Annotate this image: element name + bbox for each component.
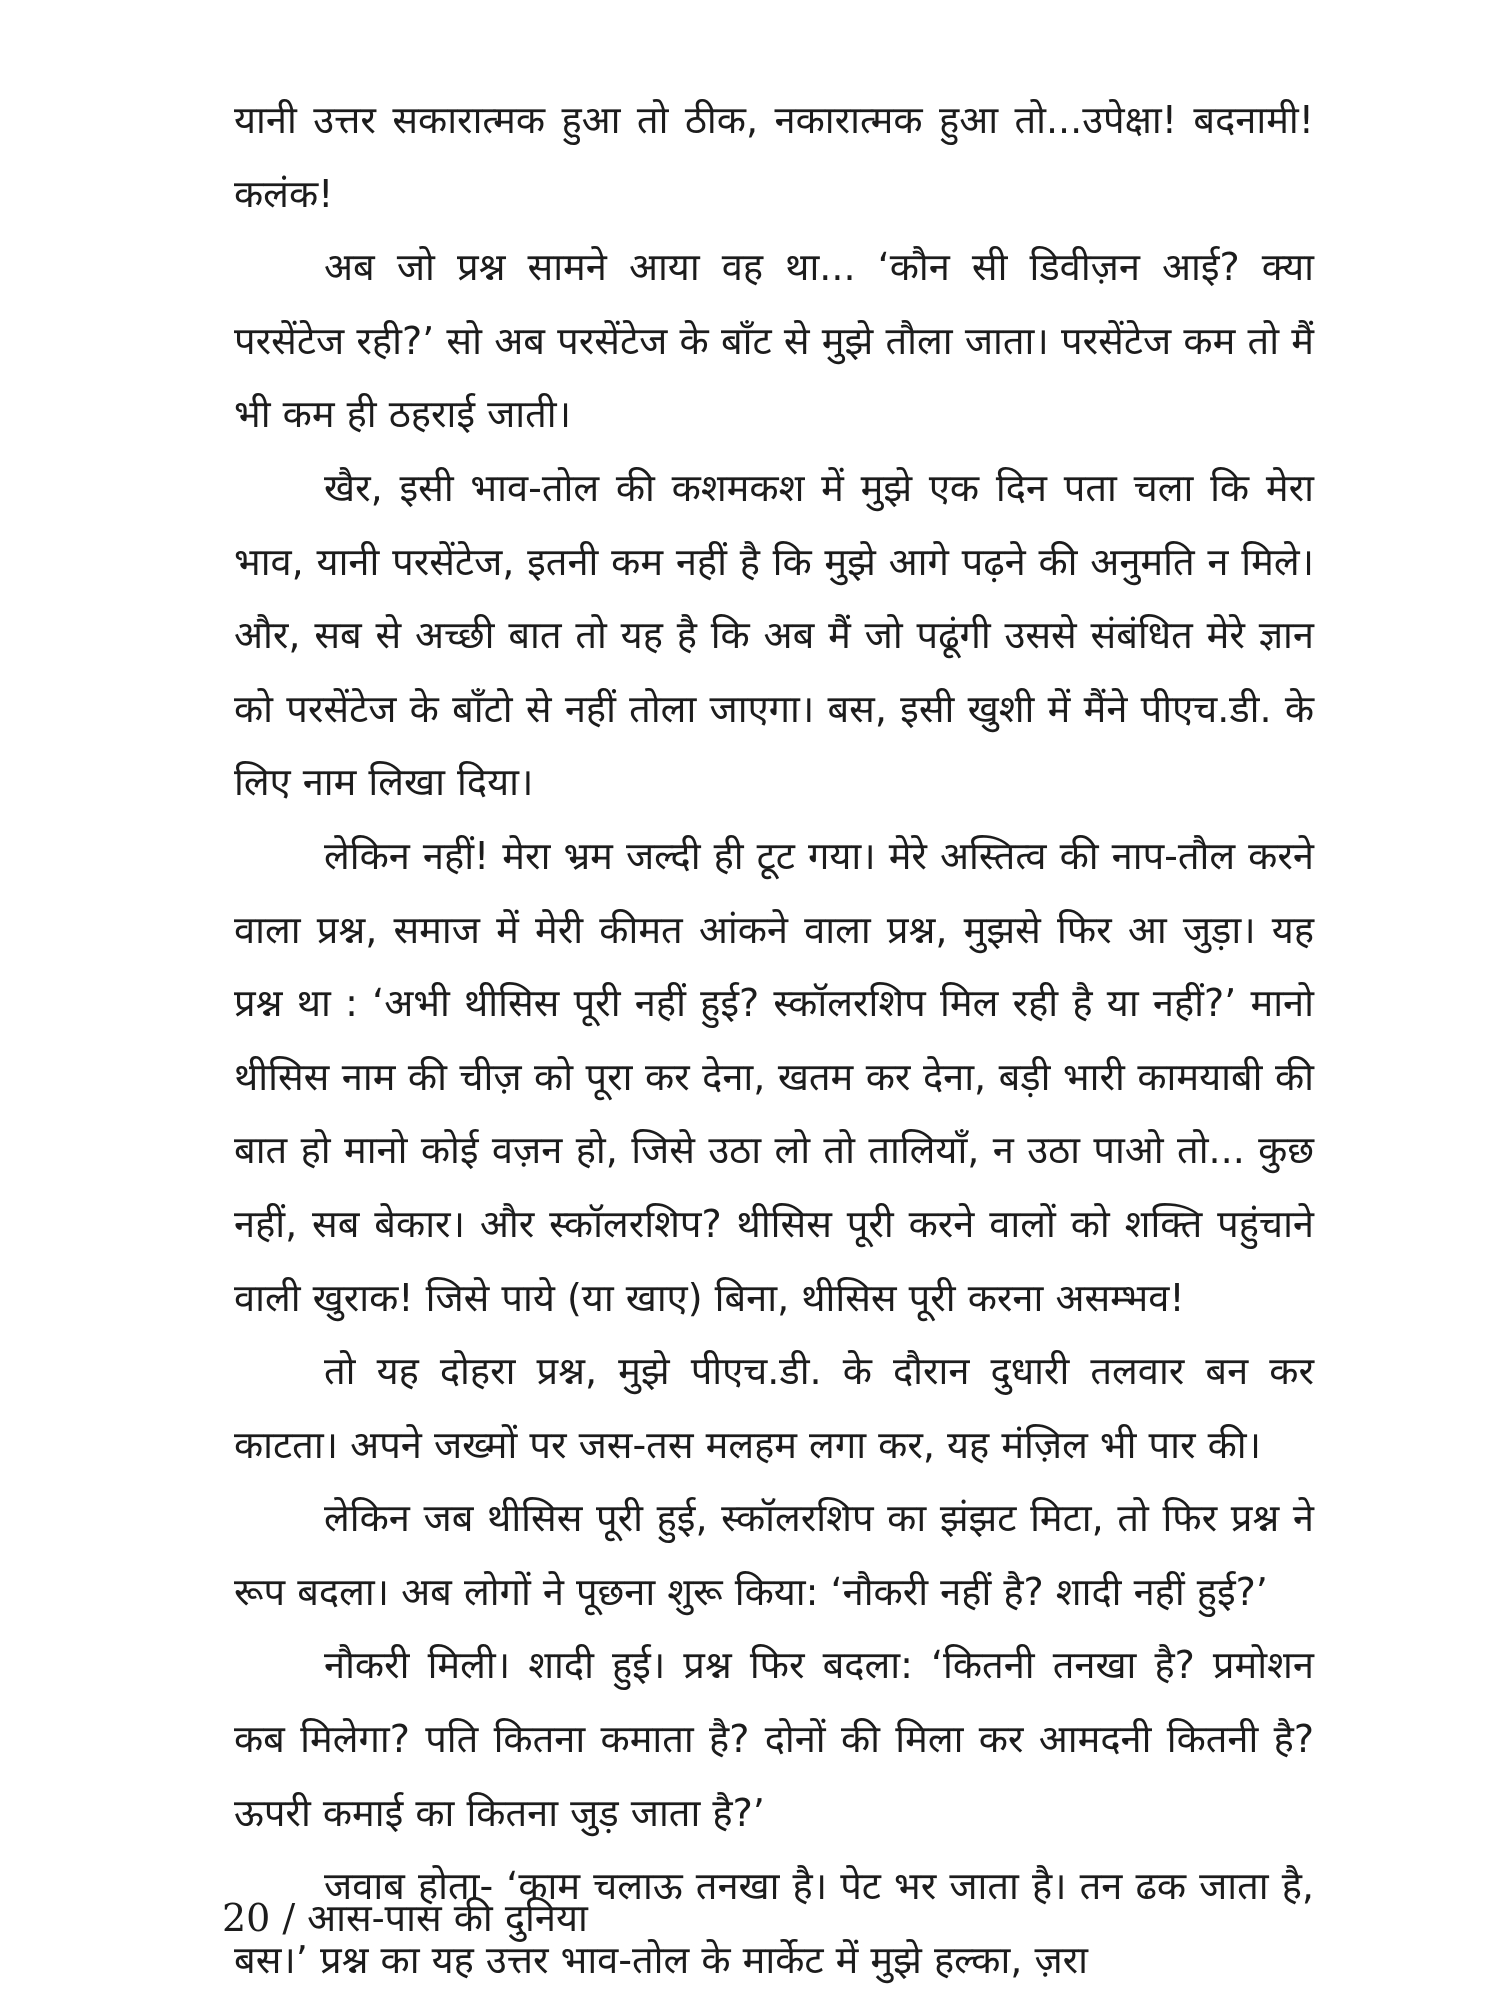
- page-footer: [222, 1893, 588, 1943]
- page-number: 20: [222, 1896, 271, 1940]
- paragraph-2: अब जो प्रश्न सामने आया वह था... ‘कौन सी डिवीज़न आई? क्या परसेंटेज रही?’ सो अब परसेंटेज के बाँट से मुझे तौला जाता। परसेंटेज कम तो मैं भी कम ही ठहराई जाती।: [234, 245, 1314, 437]
- footer-separator: /: [282, 1896, 296, 1940]
- paragraph-5: तो यह दोहरा प्रश्न, मुझे पीएच.डी. के दौरान दुधारी तलवार बन कर काटता। अपने जख्मों पर जस-तस मलहम लगा कर, यह मंज़िल भी पार की।: [234, 1349, 1314, 1467]
- paragraph-3: खैर, इसी भाव-तोल की कशमकश में मुझे एक दिन पता चला कि मेरा भाव, यानी परसेंटेज, इतनी कम नहीं है कि मुझे आगे पढ़ने की अनुमति न मिले। और, सब से अच्छी बात तो यह है कि अब मैं जो पढूंगी उससे संबंधित मेरे ज्ञान को परसेंटेज के बाँटो से नहीं तोला जाएगा। बस, इसी खुशी में मैंने पीएच.डी. के लिए नाम लिखा दिया।: [234, 465, 1314, 805]
- paragraph-1: यानी उत्तर सकारात्मक हुआ तो ठीक, नकारात्मक हुआ तो...उपेक्षा! बदनामी! कलंक!: [234, 98, 1314, 216]
- paragraph-7: नौकरी मिली। शादी हुई। प्रश्न फिर बदला: ‘कितनी तनखा है? प्रमोशन कब मिलेगा? पति कितना कमाता है? दोनों की मिला कर आमदनी कितनी है? ऊपरी कमाई का कितना जुड़ जाता है?’: [234, 1643, 1314, 1835]
- paragraph-4: लेकिन नहीं! मेरा भ्रम जल्दी ही टूट गया। मेरे अस्तित्व की नाप-तौल करने वाला प्रश्न, समाज में मेरी कीमत आंकने वाला प्रश्न, मुझसे फिर आ जुड़ा। यह प्रश्न था : ‘अभी थीसिस पूरी नहीं हुई? स्कॉलरशिप मिल रही है या नहीं?’ मानो थीसिस नाम की चीज़ को पूरा कर देना, खतम कर देना, बड़ी भारी कामयाबी की बात हो मानो कोई वज़न हो, जिसे उठा लो तो तालियाँ, न उठा पाओ तो... कुछ नहीं, सब बेकार। और स्कॉलरशिप? थीसिस पूरी करने वालों को शक्ति पहुंचाने वाली खुराक! जिसे पाये (या खाए) बिना, थीसिस पूरी करना असम्भव!: [234, 833, 1314, 1320]
- book-title: आस-पास की दुनिया: [307, 1896, 588, 1940]
- paragraph-8: जवाब होता- ‘काम चलाऊ तनखा है। पेट भर जाता है। तन ढक जाता है, बस।’ प्रश्न का यह उत्तर भाव-तोल के मार्केट में मुझे हल्का, ज़रा: [234, 1864, 1314, 1982]
- paragraph-6: लेकिन जब थीसिस पूरी हुई, स्कॉलरशिप का झंझट मिटा, तो फिर प्रश्न ने रूप बदला। अब लोगों ने पूछना शुरू किया: ‘नौकरी नहीं है? शादी नहीं हुई?’: [234, 1496, 1314, 1614]
- body-text: [234, 84, 1314, 1997]
